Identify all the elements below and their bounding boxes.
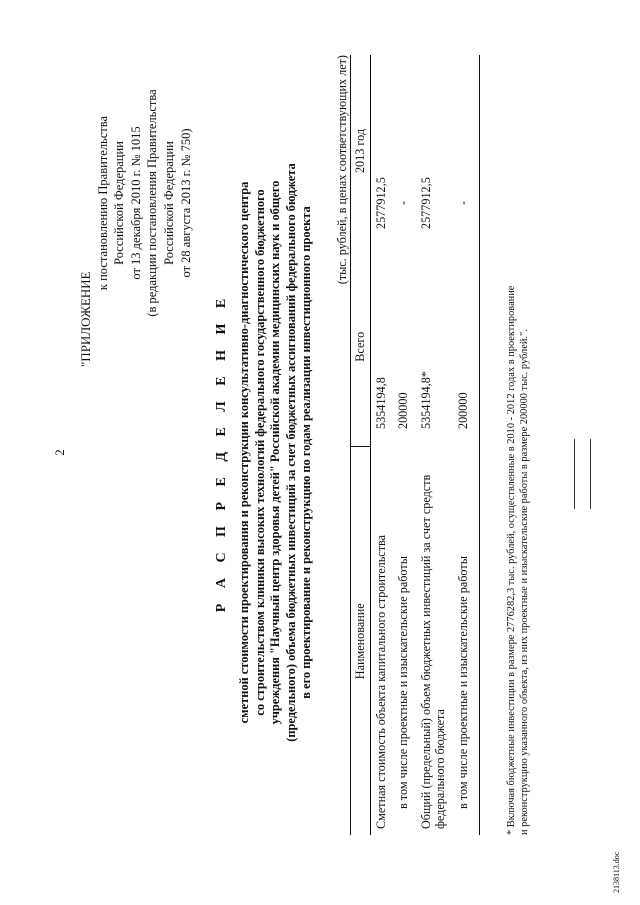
row-name: Сметная стоимость объекта капитального строительства [373,534,388,829]
appendix-line: от 13 декабря 2010 г. № 1015 [128,126,143,280]
appendix-line: (в редакции постановления Правительства [145,89,160,317]
row-total: 200000 [453,247,480,447]
file-reference: 2138113.doc [612,851,621,893]
subtitle-line: в его проектирование и реконструкцию по годам реализации инвестиционного проекта [299,206,314,699]
row-year: - [453,55,480,247]
distribution-table [350,55,480,835]
column-header-total: Всего [351,247,371,447]
units-note: (тыс. рублей, в ценах соответствующих лет) [335,55,349,285]
row-name: в том числе проектные и изыскательские работы [396,556,410,809]
row-total: 200000 [396,392,410,429]
divider-line [590,439,591,509]
appendix-line: Российской Федерации [161,141,176,265]
document-title: Р А С П Р Е Д Е Л Е Н И Е [214,292,229,613]
table-row [393,55,416,835]
footnote-line: и реконструкцию указанного объекта, из них проектные и изыскательские работы в размере 200000 тыс. рублей.". [518,329,530,835]
row-name: Общий (предельный) объем бюджетных инвестиций за счет средств федерального бюджета [418,474,447,829]
column-header-year: 2013 год [351,55,371,247]
row-name: в том числе проектные и изыскательские работы [453,447,480,835]
row-total: 5354194,8 [373,377,388,429]
subtitle-line: учреждения "Научный центр здоровья детей" Российской академии медицинских наук и общего [268,180,283,725]
footnote-line: * Включая бюджетные инвестиции в размере 2776282,3 тыс. рублей, осуществленные в 2010 - 2012 годах в проектирование [506,285,517,835]
divider-line [574,439,575,509]
row-year: 2577912,5 [418,177,433,229]
column-header-name: Наименование [351,447,371,835]
appendix-title: "ПРИЛОЖЕНИЕ [78,271,93,367]
row-year: - [396,200,410,205]
document-subtitle [237,90,315,815]
appendix-line: к постановлению Правительства [95,115,110,291]
table-header-row [351,55,371,835]
table-row [370,55,393,835]
row-total: 5354194,8* [418,371,433,429]
row-year: 2577912,5 [373,177,388,229]
footnote [506,55,531,835]
appendix-line: от 28 августа 2013 г. № 750) [178,128,193,278]
page-number: 2 [52,449,67,456]
subtitle-line: со строительством клиники высоких технологий федерального государственного бюджетного [252,189,267,716]
table-row [416,55,453,835]
table-row [453,55,480,835]
appendix-block [78,33,194,373]
appendix-line: Российской Федерации [112,141,127,265]
subtitle-line: (предельного) объема бюджетных инвестиций за счет бюджетных ассигнований федерального бюджета [283,163,298,742]
subtitle-line: сметной стоимости проектирования и реконструкции консультативно-диагностического центра [237,181,251,724]
